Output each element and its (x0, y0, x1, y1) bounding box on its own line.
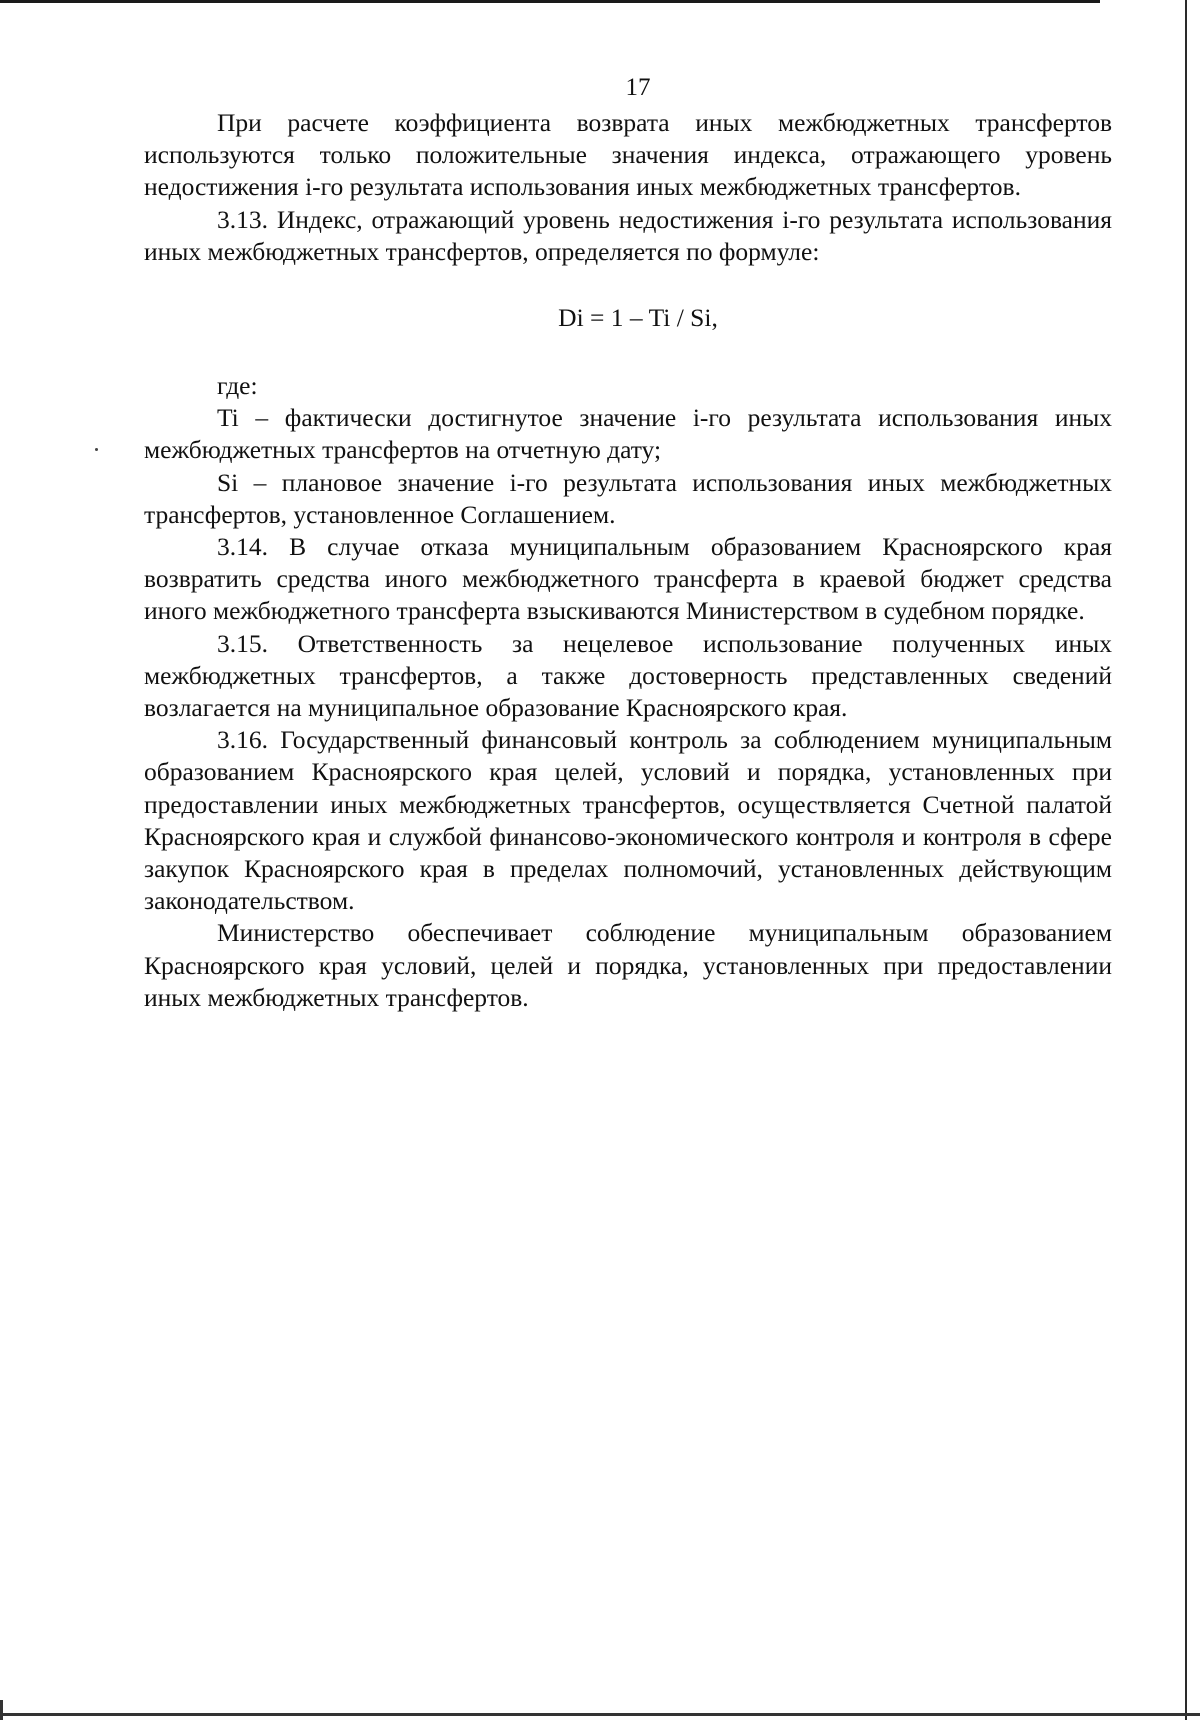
paragraph-return-coefficient: При расчете коэффициента возврата иных межбюджетных трансфертов используются только положительные значения индекса, отражающего уровень недостижения i-го результата использования иных межбюджетных трансфертов. (144, 108, 1112, 202)
scan-dust-mark (95, 448, 98, 451)
paragraph-ti-definition: Ti – фактически достигнутое значение i-го результата использования иных межбюджетных трансфертов на отчетную дату; (144, 403, 1112, 465)
paragraph-si-definition: Si – плановое значение i-го результата использования иных межбюджетных трансфертов, установленное Соглашением. (144, 467, 1112, 529)
paragraph-3-16: 3.16. Государственный финансовый контроль за соблюдением муниципальным образованием Красноярского края целей, условий и порядка, установленных при предоставлении иных межбюджетных трансфертов, осуществляется Счетной палатой Красноярского края и службой финансово-экономического контроля и контроля в сфере закупок Красноярского края в пределах полномочий, установленных действующим законодательством. (144, 725, 1112, 916)
paragraph-3-15: 3.15. Ответственность за нецелевое использование полученных иных межбюджетных трансфертов, а также достоверность представленных сведений возлагается на муниципальное образование Красноярского края. (144, 628, 1112, 723)
formula-where-label: где: (217, 371, 258, 401)
scan-bottom-line (0, 1713, 1200, 1716)
scan-right-border (1185, 0, 1187, 1720)
document-page (144, 70, 1112, 1014)
scan-left-stub (0, 1700, 3, 1720)
formula: Di = 1 – Ti / Si, (558, 303, 718, 333)
scan-top-border (0, 0, 1100, 3)
paragraph-3-13: 3.13. Индекс, отражающий уровень недостижения i-го результата использования иных межбюджетных трансфертов, определяется по формуле: (144, 204, 1112, 266)
paragraph-ministry: Министерство обеспечивает соблюдение муниципальным образованием Красноярского края условий, целей и порядка, установленных при предоставлении иных межбюджетных трансфертов. (144, 918, 1112, 1012)
paragraph-3-14: 3.14. В случае отказа муниципальным образованием Красноярского края возвратить средства иного межбюджетного трансферта в краевой бюджет средства иного межбюджетного трансферта взыскиваются Министерством в судебном порядке. (144, 532, 1112, 626)
page-number: 17 (625, 74, 651, 101)
